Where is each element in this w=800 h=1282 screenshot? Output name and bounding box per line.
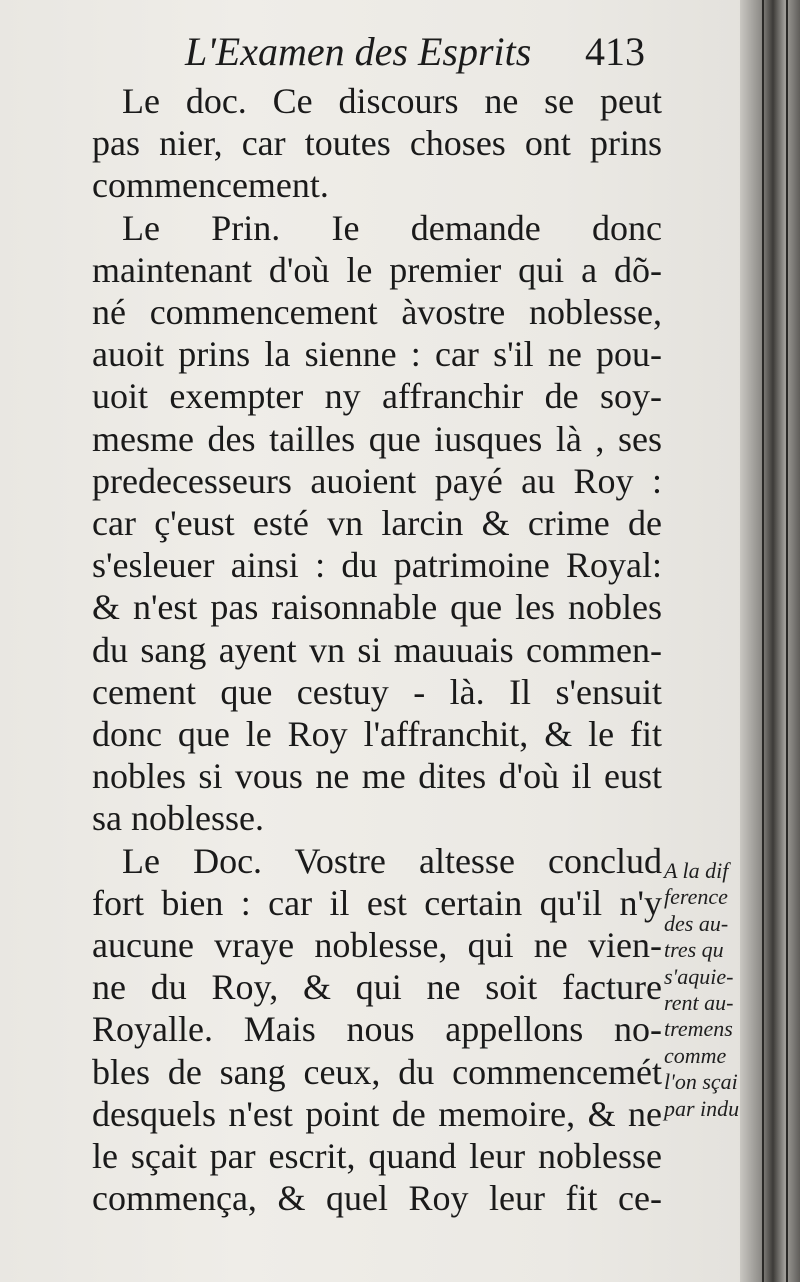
margin-note-line: tres qu bbox=[664, 937, 724, 963]
text-line bbox=[92, 629, 662, 671]
text-line-content: & n'est pas raisonnable que les nobles bbox=[92, 587, 662, 628]
text-line bbox=[92, 1051, 662, 1093]
margin-note-line: s'aquie- bbox=[664, 963, 734, 989]
text-line bbox=[92, 460, 662, 502]
margin-note-line: A la dif bbox=[664, 858, 729, 883]
text-line-content: né commencement àvostre noblesse, bbox=[92, 292, 662, 333]
text-line-content: ne du Roy, & qui ne soit facture bbox=[92, 967, 662, 1008]
text-line bbox=[92, 1008, 662, 1050]
margin-note-line: tremens bbox=[664, 1016, 733, 1042]
text-line bbox=[92, 544, 662, 586]
text-line bbox=[92, 924, 662, 966]
text-line-content: aucune vraye noblesse, qui ne vien- bbox=[92, 925, 662, 966]
text-line bbox=[92, 418, 662, 460]
text-line-content: Le Prin. Ie demande donc bbox=[122, 207, 662, 248]
text-line-content: cement que cestuy - là. Il s'ensuit bbox=[92, 671, 662, 712]
text-line bbox=[92, 966, 662, 1008]
text-line bbox=[92, 713, 662, 755]
text-line-content: predecesseurs auoient payé au Roy : bbox=[92, 460, 662, 501]
text-line-content: mesme des tailles que iusques là , ses bbox=[92, 418, 662, 459]
text-line-content: desquels n'est point de memoire, & ne bbox=[92, 1093, 662, 1134]
text-line bbox=[92, 333, 662, 375]
margin-note-line: des au- bbox=[664, 910, 729, 936]
text-line-content: uoit exempter ny affranchir de soy- bbox=[92, 376, 662, 417]
text-line bbox=[92, 671, 662, 713]
text-line-content: Le doc. Ce discours ne se peut bbox=[122, 81, 662, 121]
text-line bbox=[92, 586, 662, 628]
text-line-content: bles de sang ceux, du commencemét bbox=[92, 1051, 662, 1092]
text-line-content: Royalle. Mais nous appellons no- bbox=[92, 1009, 662, 1050]
text-line bbox=[92, 1177, 662, 1219]
text-line bbox=[92, 797, 662, 839]
page-number: 413 bbox=[585, 29, 645, 74]
text-line bbox=[92, 164, 662, 206]
text-line bbox=[92, 755, 662, 797]
text-line bbox=[92, 1093, 662, 1135]
text-line bbox=[92, 502, 662, 544]
margin-note-line: par indu bbox=[664, 1095, 740, 1121]
text-line bbox=[92, 1135, 662, 1177]
margin-note-line: l'on sçai bbox=[664, 1069, 738, 1095]
text-line-content: du sang ayent vn si mauuais commen- bbox=[92, 629, 662, 670]
text-line bbox=[92, 207, 662, 249]
margin-note-line: ference bbox=[664, 884, 728, 910]
margin-note bbox=[664, 858, 774, 1122]
text-line-content: fort bien : car il est certain qu'il n'y bbox=[92, 882, 662, 923]
text-line bbox=[92, 122, 662, 164]
text-line-content: le sçait par escrit, quand leur noblesse bbox=[92, 1136, 662, 1177]
running-header bbox=[185, 28, 645, 75]
text-line bbox=[92, 840, 662, 882]
margin-note-line: comme bbox=[664, 1042, 727, 1068]
main-text bbox=[92, 80, 662, 1219]
text-line-content: car ç'eust esté vn larcin & crime de bbox=[92, 503, 662, 544]
text-line-content: donc que le Roy l'affranchit, & le fit bbox=[92, 714, 662, 755]
text-line bbox=[92, 291, 662, 333]
text-line bbox=[92, 882, 662, 924]
text-line-content: pas nier, car toutes choses ont prins bbox=[92, 123, 662, 164]
text-line-content: sa noblesse. bbox=[92, 798, 264, 839]
text-line-content: maintenant d'où le premier qui a dõ- bbox=[92, 249, 662, 290]
text-line-content: auoit prins la sienne : car s'il ne pou- bbox=[92, 334, 662, 375]
text-line-content: commença, & quel Roy leur fit ce- bbox=[92, 1178, 662, 1219]
text-line bbox=[92, 80, 662, 122]
text-line-content: Le Doc. Vostre altesse conclud bbox=[122, 840, 662, 881]
text-line-content: commencement. bbox=[92, 165, 329, 206]
text-line bbox=[92, 375, 662, 417]
running-title: L'Examen des Esprits bbox=[185, 29, 532, 74]
text-line bbox=[92, 249, 662, 291]
text-line-content: s'esleuer ainsi : du patrimoine Royal: bbox=[92, 545, 662, 586]
text-line-content: nobles si vous ne me dites d'où il eust bbox=[92, 756, 662, 797]
margin-note-line: rent au- bbox=[664, 990, 734, 1016]
